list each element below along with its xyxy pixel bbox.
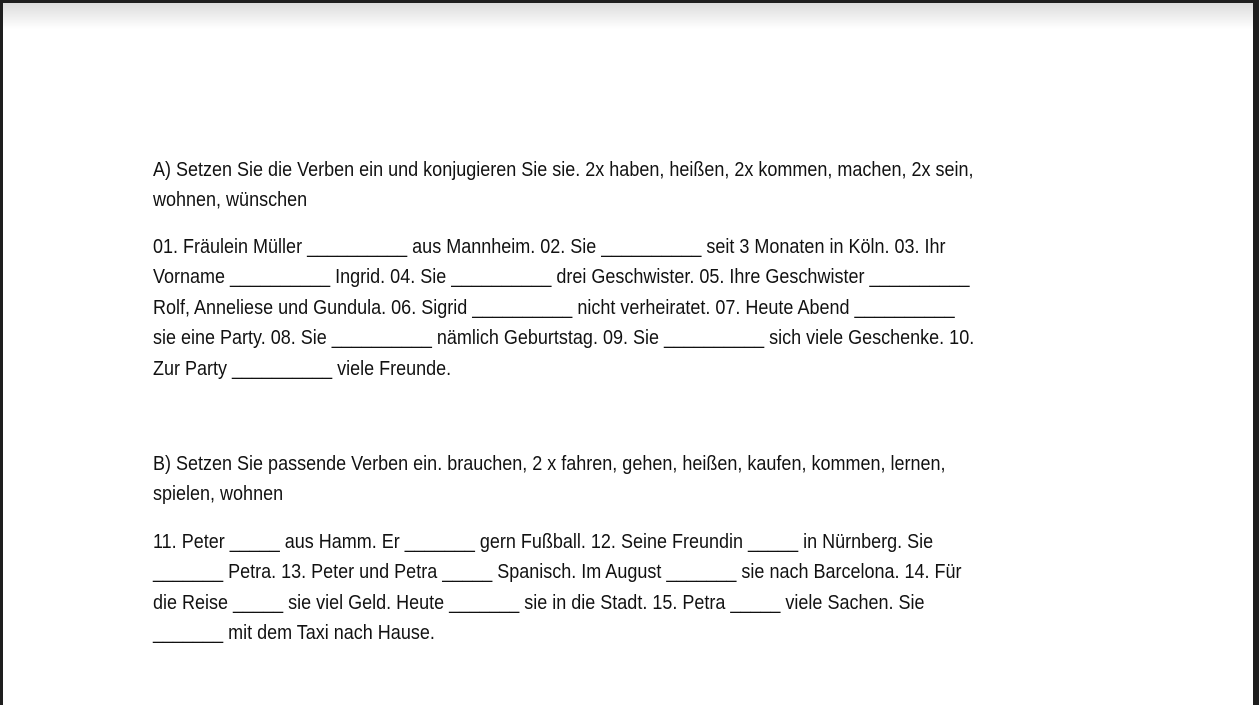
section-b-exercise-line: _______ mit dem Taxi nach Hause. bbox=[153, 622, 435, 644]
section-a-instruction: A) Setzen Sie die Verben ein und konjugieren Sie sie. 2x haben, heißen, 2x kommen, machen, 2x sein, bbox=[153, 159, 974, 181]
section-b-exercise-line: die Reise _____ sie viel Geld. Heute _______ sie in die Stadt. 15. Petra _____ viele Sachen. Sie bbox=[153, 592, 925, 614]
section-a-instruction: wohnen, wünschen bbox=[153, 189, 308, 211]
section-a-exercise-line: Rolf, Anneliese und Gundula. 06. Sigrid __________ nicht verheiratet. 07. Heute Abend __________ bbox=[153, 297, 955, 319]
section-b-instruction: spielen, wohnen bbox=[153, 483, 284, 505]
section-b-exercise-line: _______ Petra. 13. Peter und Petra _____ Spanisch. Im August _______ sie nach Barcelona. 14. Für bbox=[153, 561, 962, 583]
section-a-exercise-line: Zur Party __________ viele Freunde. bbox=[153, 358, 452, 380]
section-a-exercise-line: 01. Fräulein Müller __________ aus Mannheim. 02. Sie __________ seit 3 Monaten in Köln. 03. Ihr bbox=[153, 236, 946, 258]
section-a-exercise-line: sie eine Party. 08. Sie __________ nämlich Geburtstag. 09. Sie __________ sich viele Geschenke. 10. bbox=[153, 327, 975, 349]
section-a-exercise-line: Vorname __________ Ingrid. 04. Sie __________ drei Geschwister. 05. Ihre Geschwister __________ bbox=[153, 266, 970, 288]
section-b-exercise-line: 11. Peter _____ aus Hamm. Er _______ gern Fußball. 12. Seine Freundin _____ in Nürnberg. Sie bbox=[153, 531, 934, 553]
page-top-shadow bbox=[3, 3, 1253, 29]
section-b-instruction: B) Setzen Sie passende Verben ein. brauchen, 2 x fahren, gehen, heißen, kaufen, kommen, lernen, bbox=[153, 453, 946, 475]
document-page bbox=[3, 3, 1253, 705]
